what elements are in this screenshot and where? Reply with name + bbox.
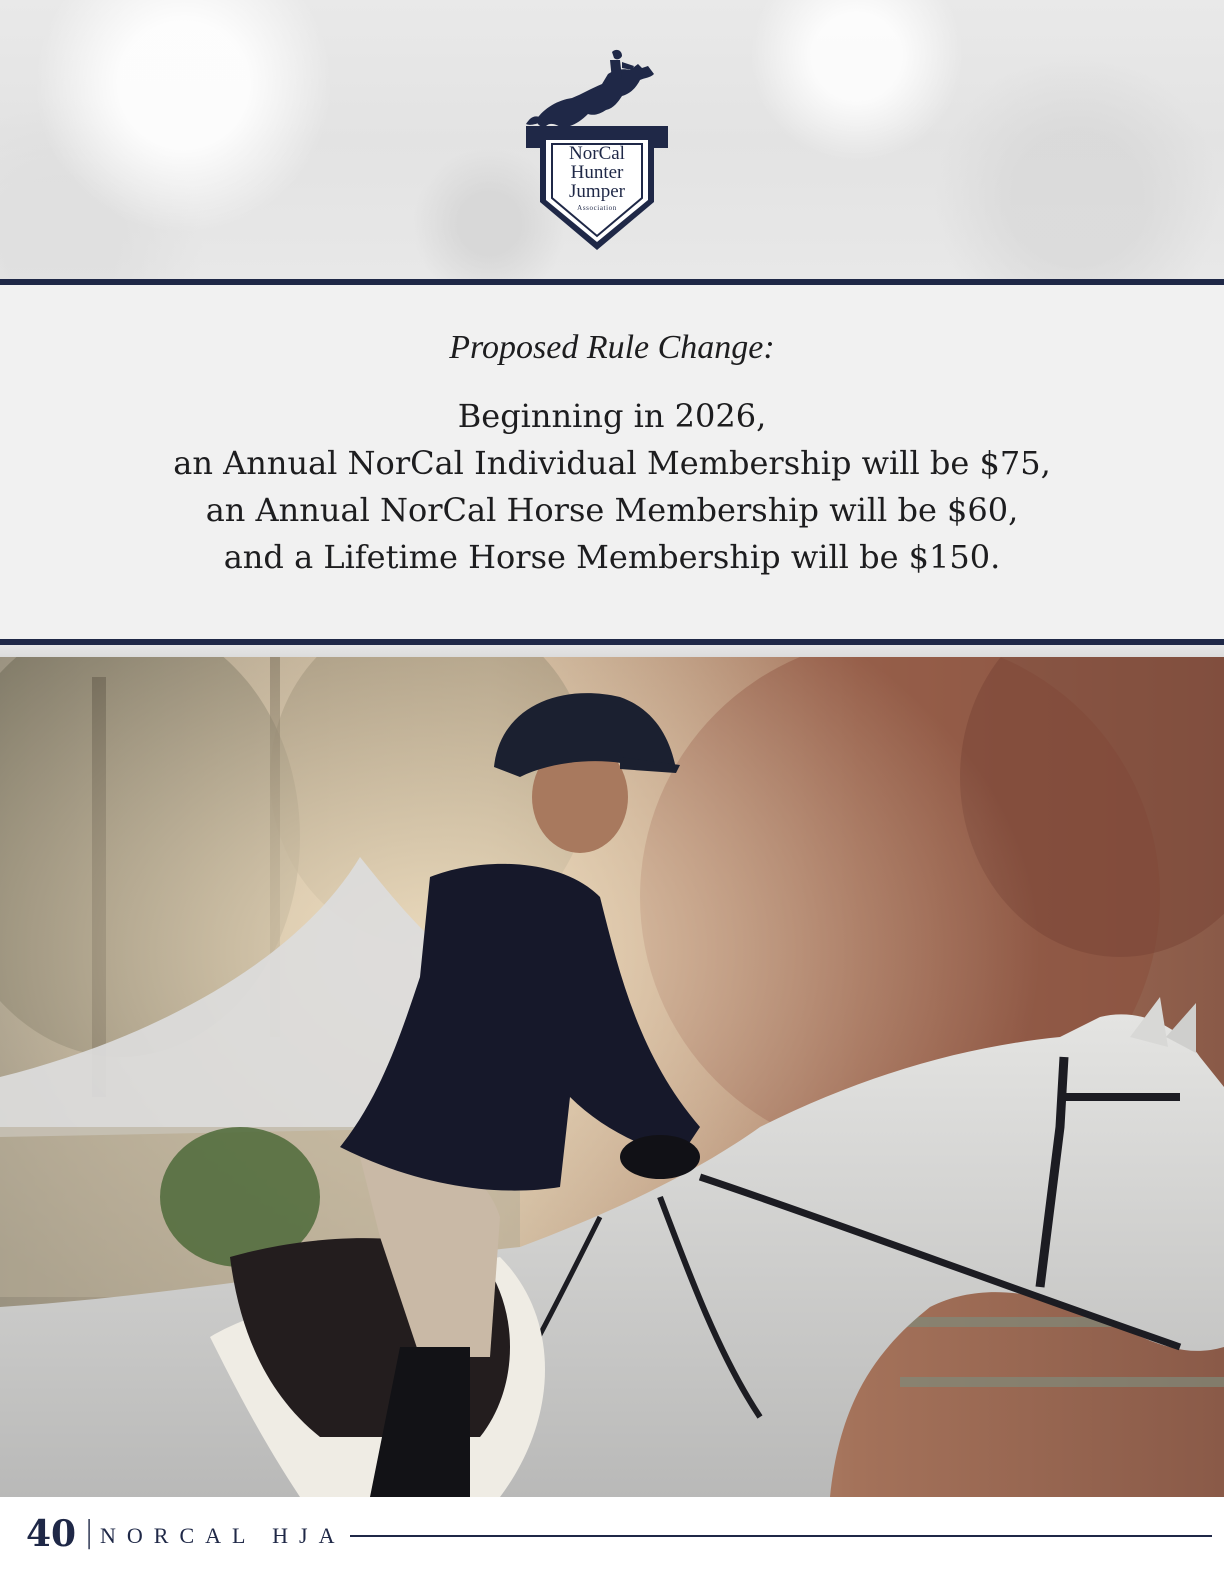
logo-line-3: Jumper bbox=[569, 181, 625, 202]
footer-separator: | bbox=[84, 1515, 95, 1550]
logo-line-2: Hunter bbox=[570, 162, 624, 183]
texture-strip bbox=[0, 645, 1224, 657]
publication-name: NORCAL HJA bbox=[100, 1523, 346, 1548]
jumping-horse-icon bbox=[526, 50, 654, 128]
header-band bbox=[0, 0, 1224, 281]
logo-line-4: Association bbox=[577, 204, 617, 212]
rule-change-line: an Annual NorCal Individual Membership will be $75, bbox=[173, 444, 1051, 482]
norcal-hja-logo bbox=[522, 44, 672, 254]
logo-line-1: NorCal bbox=[569, 143, 625, 164]
page-number: 40 bbox=[26, 1513, 77, 1555]
rider-on-grey-horse-photo bbox=[0, 657, 1224, 1497]
rule-change-line: an Annual NorCal Horse Membership will be $60, bbox=[205, 491, 1019, 529]
rule-change-panel bbox=[0, 285, 1224, 639]
page-footer bbox=[0, 1497, 1224, 1584]
footer-rule bbox=[350, 1535, 1212, 1537]
rule-change-line: Beginning in 2026, bbox=[457, 397, 767, 435]
rule-change-heading: Proposed Rule Change: bbox=[449, 329, 775, 366]
rule-change-text bbox=[0, 393, 1224, 581]
rule-change-line: and a Lifetime Horse Membership will be $150. bbox=[223, 538, 1001, 576]
